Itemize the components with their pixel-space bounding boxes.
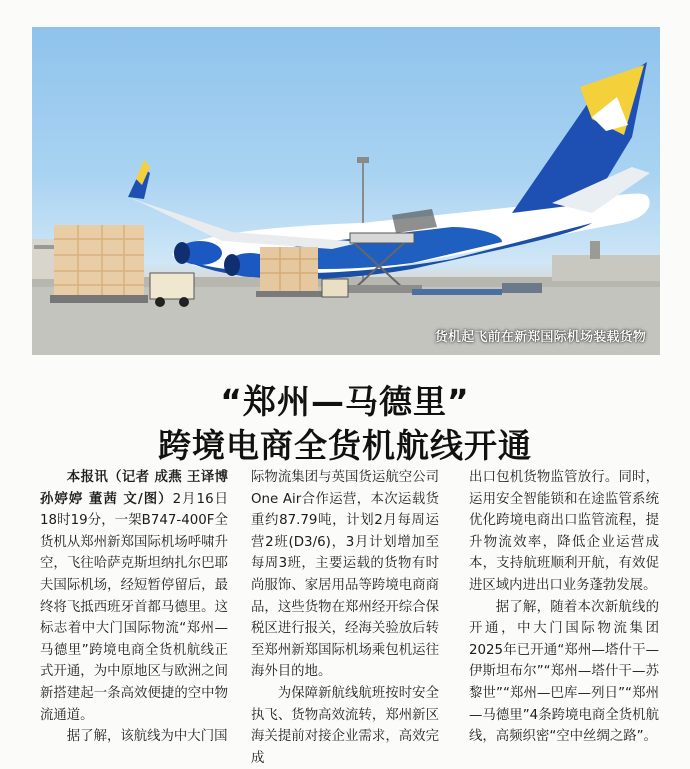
byline: 本报讯（记者 成燕 王译博 孙婷婷 董茜 文/图） (40, 470, 228, 507)
cargo-plane-photo (32, 27, 660, 355)
article-lead-text: 2月16日18时19分，一架B747-400F全货机从郑州新郑国际机场呼啸升空，飞往哈萨克斯坦纳扎尔巴耶夫国际机场，经短暂停留后，最终将飞抵西班牙首都马德里。这标志着中大门国际物流“郑州—马德里”跨境电商全货机航线正式开通，为中原地区与欧洲之间新搭建起一条高效便捷的空中物流通道。 (40, 491, 229, 723)
article-paragraph: 出口包机货物监管放行。同时，运用安全智能锁和在途监管系统优化跨境电商出口监管流程，提升物流效率，降低企业运营成本，支持航班顺利开航，有效促进区域内进出口业务蓬勃发展。 (469, 470, 659, 593)
headline-line-1: “郑州—马德里” (220, 382, 470, 421)
headline-line-2: 跨境电商全货机航线开通 (158, 426, 532, 465)
cargo-plane-illustration (32, 27, 660, 355)
article-column-1 (40, 467, 228, 748)
article-paragraph (40, 467, 228, 726)
article-paragraph: 据了解，该航线为中大门国 (66, 729, 228, 745)
article-paragraph: 为保障新航线航班按时安全执飞、货物高效流转，郑州新区海关提前对接企业需求，高效完成 (251, 685, 439, 766)
article-column-2 (251, 467, 439, 769)
photo-caption: 货机起飞前在新郑国际机场装载货物 (434, 330, 646, 345)
article-column-3 (469, 467, 659, 748)
article-paragraph: 据了解，随着本次新航线的开通，中大门国际物流集团2025年已开通“郑州—塔什干—伊斯坦布尔”“郑州—塔什干—苏黎世”“郑州—巴库—列日”“郑州—马德里”4条跨境电商全货机航线，高频织密“空中丝绸之路”。 (469, 599, 659, 745)
article-paragraph: 际物流集团与英国货运航空公司One Air合作运营，本次运载货重约87.79吨，计划2月每周运营2班(D3/6)，3月计划增加至每周3班，主要运载的货物有时尚服饰、家居用品等跨境电商商品，这些货物在郑州经开综合保税区进行报关，经海关验放后转至郑州新郑国际机场乘包机运往海外目的地。 (251, 470, 439, 680)
